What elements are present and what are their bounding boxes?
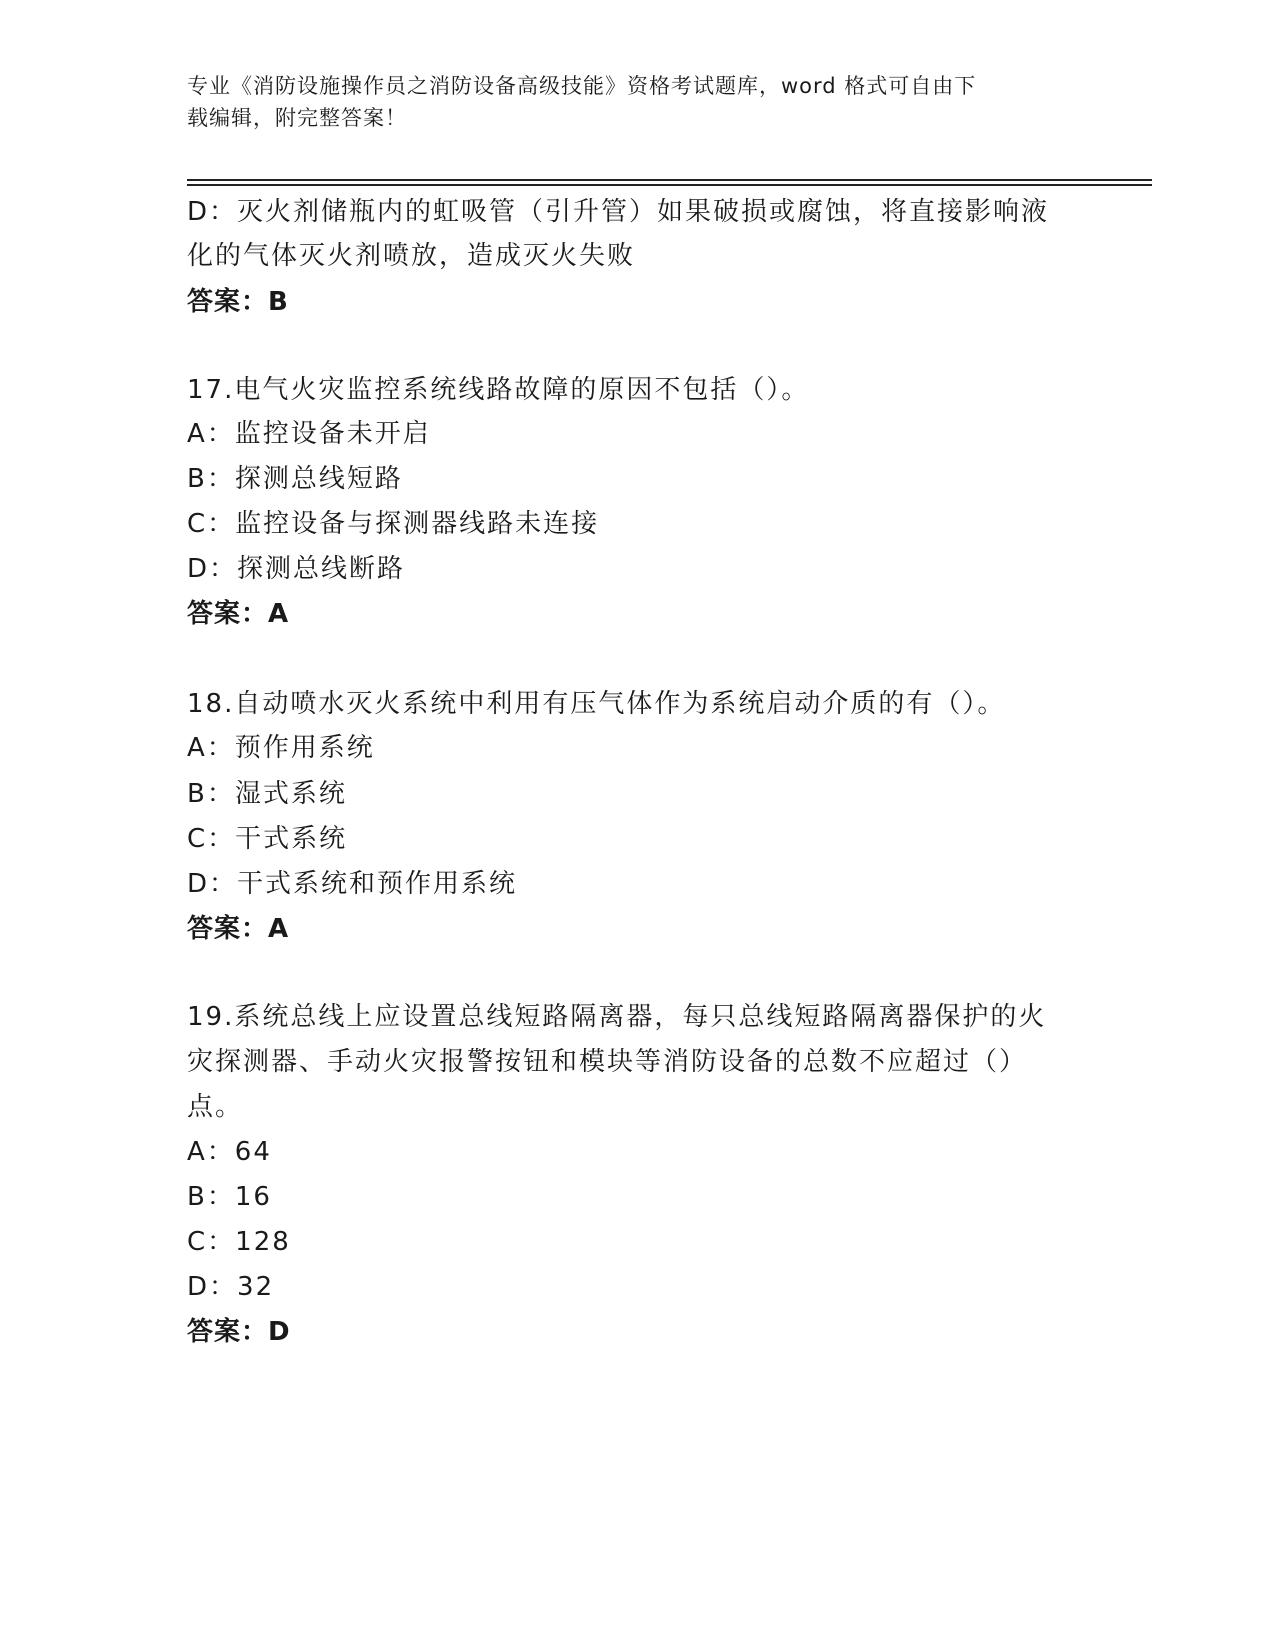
question-18-option-d: D：干式系统和预作用系统	[187, 869, 518, 899]
question-17-option-b: B：探测总线短路	[187, 464, 403, 494]
header-divider-top	[187, 179, 1152, 181]
question-18-option-c: C：干式系统	[187, 824, 348, 854]
question-18-option-a: A：预作用系统	[187, 733, 375, 763]
option-d-line-1: D：灭火剂储瓶内的虹吸管（引升管）如果破损或腐蚀，将直接影响液	[187, 197, 1050, 227]
option-d-line-2: 化的气体灭火剂喷放，造成灭火失败	[187, 241, 636, 271]
header-line-1: 专业《消防设施操作员之消防设备高级技能》资格考试题库，word 格式可自由下	[187, 74, 977, 98]
question-17-option-d: D：探测总线断路	[187, 554, 406, 584]
question-19-option-d: D：32	[187, 1272, 275, 1302]
question-17-answer: 答案：A	[187, 599, 290, 629]
answer-line: 答案：B	[187, 287, 289, 317]
question-17-option-a: A：监控设备未开启	[187, 419, 431, 449]
question-19-option-b: B：16	[187, 1182, 272, 1212]
question-18-answer: 答案：A	[187, 914, 290, 944]
question-19-stem-line-2: 灾探测器、手动火灾报警按钮和模块等消防设备的总数不应超过（）	[187, 1047, 1028, 1077]
document-header	[187, 70, 1067, 134]
question-19-option-a: A：64	[187, 1137, 272, 1167]
question-19-stem-line-3: 点。	[187, 1092, 244, 1122]
question-19-option-c: C：128	[187, 1227, 291, 1257]
question-18-option-b: B：湿式系统	[187, 779, 347, 809]
question-19-stem-line-1: 19.系统总线上应设置总线短路隔离器，每只总线短路隔离器保护的火	[187, 1002, 1047, 1032]
question-17-option-c: C：监控设备与探测器线路未连接	[187, 509, 600, 539]
question-17-stem: 17.电气火灾监控系统线路故障的原因不包括（）。	[187, 375, 810, 405]
header-line-2: 载编辑，附完整答案！	[187, 106, 407, 130]
header-divider-bottom	[187, 184, 1152, 186]
question-18-stem: 18.自动喷水灭火系统中利用有压气体作为系统启动介质的有（）。	[187, 689, 1006, 719]
question-19-answer: 答案：D	[187, 1317, 291, 1347]
